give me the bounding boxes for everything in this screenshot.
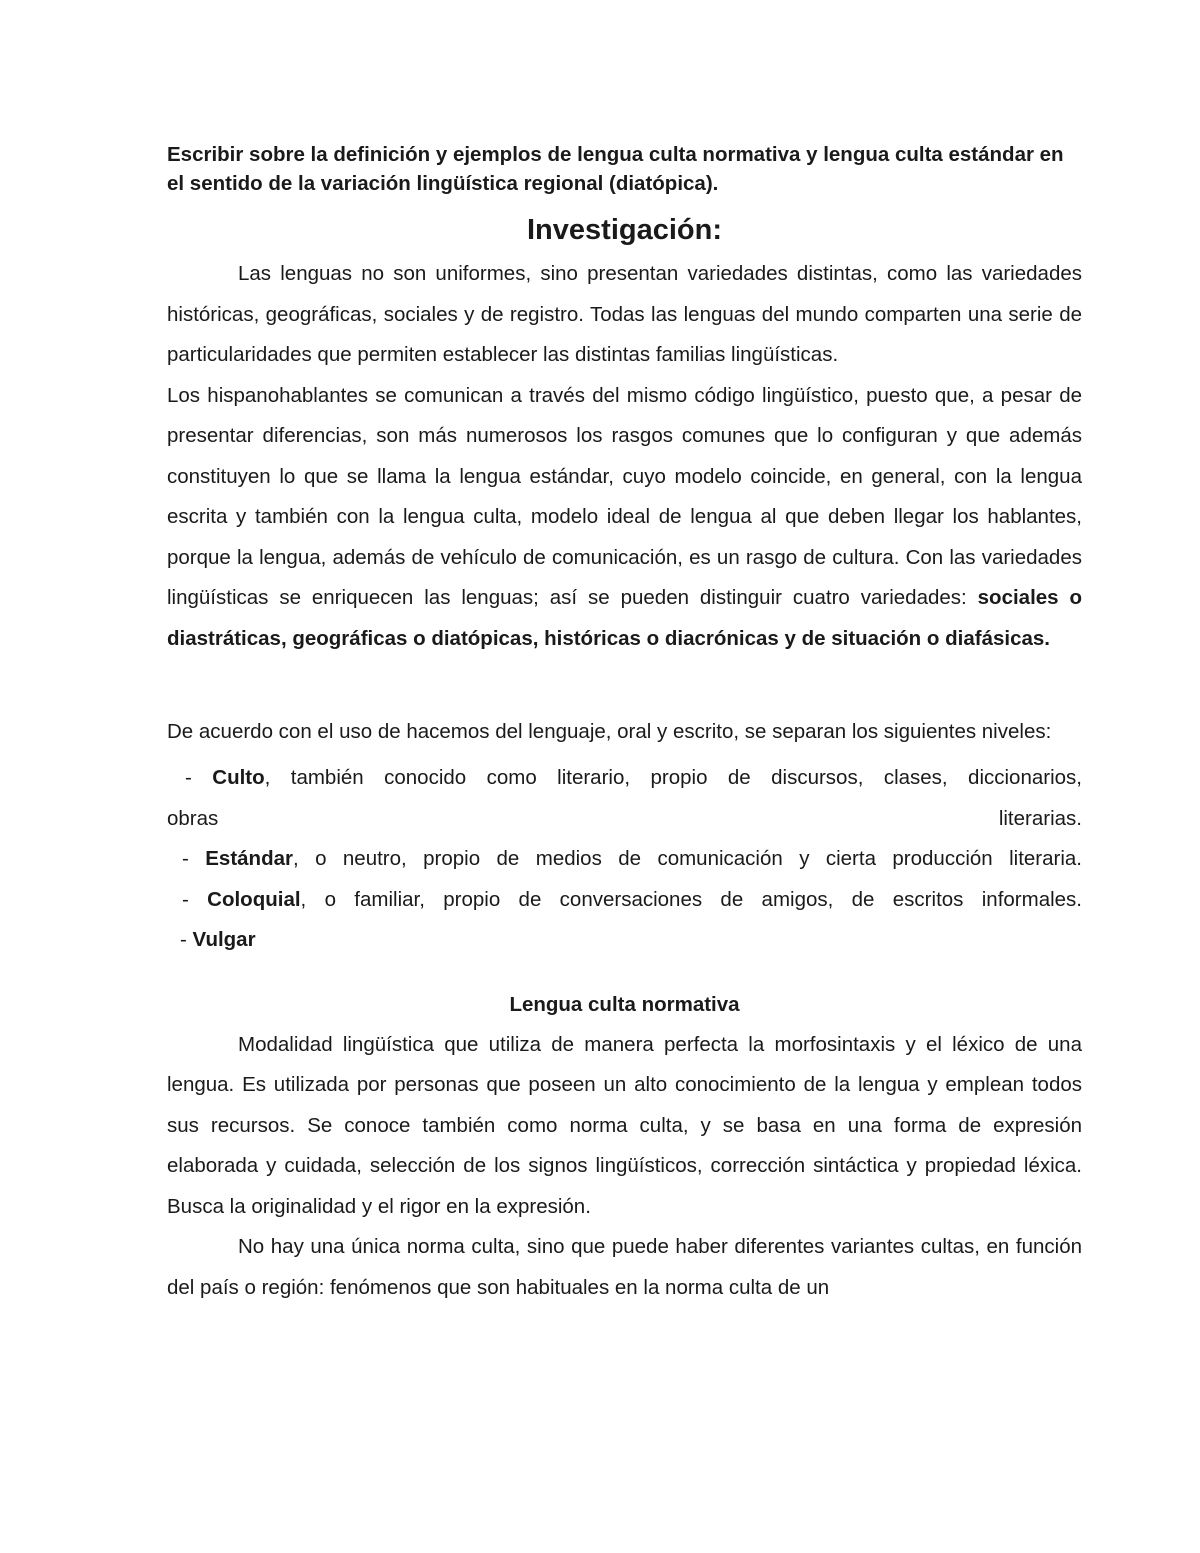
level-term-estandar: Estándar xyxy=(205,847,293,870)
section-title-lengua-culta-normativa: Lengua culta normativa xyxy=(509,992,740,1016)
level-item-coloquial xyxy=(167,880,1082,921)
research-paragraph-2 xyxy=(167,376,1082,660)
research-paragraph-2-bold: sociales o diastráticas, geográficas o diatópicas, históricas o diacrónicas y de situación o diafásicas. xyxy=(167,586,1083,650)
normativa-paragraph-2: No hay una única norma culta, sino que puede haber diferentes variantes cultas, en función del país o región: fenómenos que son habituales en la norma culta de un xyxy=(167,1235,1082,1299)
level-item-culto-continuation xyxy=(167,799,1082,840)
level-term-culto: Culto xyxy=(212,766,265,789)
research-paragraph-1: Las lenguas no son uniformes, sino presentan variedades distintas, como las variedades históricas, geográficas, sociales y de registro. Todas las lenguas del mundo comparten una serie de particularidades que permiten establecer las distintas familias lingüísticas. xyxy=(167,262,1082,366)
level-item-vulgar xyxy=(167,920,1082,961)
level-desc-culto-cont-a: obras xyxy=(167,806,219,830)
level-desc-culto-cont-b: literarias. xyxy=(998,806,1082,830)
document-body xyxy=(167,140,1082,1308)
research-paragraph-2-text: Los hispanohablantes se comunican a través del mismo código lingüístico, puesto que, a pesar de presentar diferencias, son más numerosos los rasgos comunes que lo configuran y que además constituyen lo que se llama la lengua estándar, cuyo modelo coincide, en general, con la lengua escrita y también con la lengua culta, modelo ideal de lengua al que deben llegar los hablantes, porque la lengua, además de vehículo de comunicación, es un rasgo de cultura. Con las variedades lingüísticas se enriquecen las lenguas; así se pueden distinguir cuatro variedades: xyxy=(167,383,1082,609)
level-dash: - xyxy=(182,847,189,870)
level-desc-estandar: , o neutro, propio de medios de comunicación y cierta producción literaria. xyxy=(292,847,1082,870)
level-term-coloquial: Coloquial xyxy=(207,887,301,911)
level-desc-culto: , también conocido como literario, propio de discursos, clases, diccionarios, xyxy=(264,766,1082,789)
level-term-vulgar: Vulgar xyxy=(192,928,256,951)
levels-intro-paragraph: De acuerdo con el uso de hacemos del lenguaje, oral y escrito, se separan los siguientes niveles: xyxy=(167,720,1052,743)
level-item-estandar xyxy=(167,839,1082,880)
level-dash: - xyxy=(180,928,187,951)
level-dash: - xyxy=(182,887,189,911)
level-item-culto xyxy=(167,758,1082,799)
normativa-paragraph-1: Modalidad lingüística que utiliza de manera perfecta la morfosintaxis y el léxico de una lengua. Es utilizada por personas que poseen un alto conocimiento de la lengua y emplean todos sus recursos. Se conoce también como norma culta, y se basa en una forma de expresión elaborada y cuidada, selección de los signos lingüísticos, corrección sintáctica y propiedad léxica. Busca la originalidad y el rigor en la expresión. xyxy=(167,1032,1082,1218)
level-dash: - xyxy=(185,766,192,789)
task-prompt: Escribir sobre la definición y ejemplos de lengua culta normativa y lengua culta estándar en el sentido de la variación lingüística regional (diatópica). xyxy=(167,143,1064,195)
level-desc-coloquial: , o familiar, propio de conversaciones de amigos, de escritos informales. xyxy=(300,887,1082,911)
levels-list xyxy=(167,758,1082,961)
research-heading: Investigación: xyxy=(527,214,722,246)
